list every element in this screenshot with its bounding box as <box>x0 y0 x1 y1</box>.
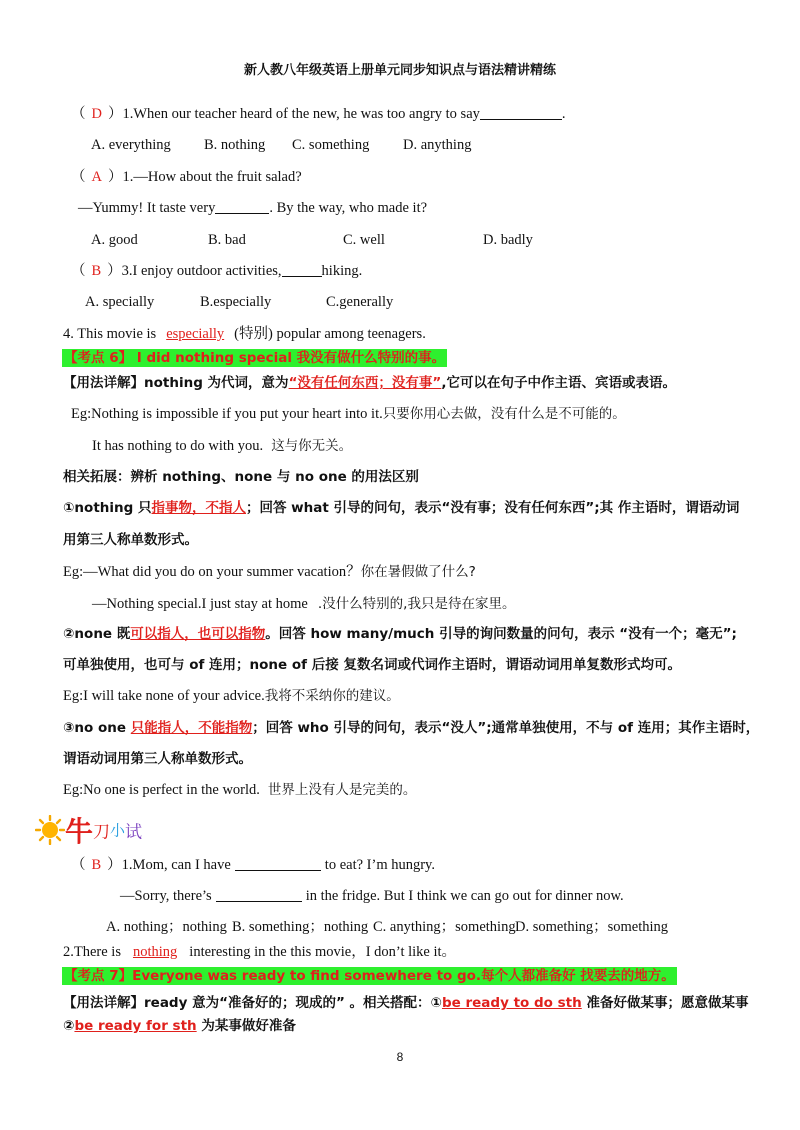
question-3: （ B ）3.I enjoy outdoor activities, hiking. <box>71 263 363 279</box>
usage-2-line-2: ②be ready for sth 为某事做好准备 <box>63 1018 296 1034</box>
practice-2: 2.There is nothing interesting in the this movie，I don’t like it。 <box>63 944 457 960</box>
option: C.generally <box>326 294 394 310</box>
page-number: 8 <box>396 1050 404 1064</box>
answer: B <box>91 263 102 279</box>
usage-1: 【用法详解】nothing 为代词，意为“没有任何东西；没有事”,它可以在句子中作主语、宾语或表语。 <box>63 375 676 391</box>
option: C. well <box>343 232 385 248</box>
question-2: （ A ）1.—How about the fruit salad? <box>71 169 302 185</box>
option: D. something；something <box>515 919 669 935</box>
blank <box>215 199 269 214</box>
option: D. badly <box>483 232 533 248</box>
answer: A <box>91 169 102 185</box>
point-none-line-2: 可单独使用，也可与 of 连用；none of 后接 复数名词或代词作主语时，谓语动词用单复数形式均可。 <box>63 657 681 673</box>
example-1: Eg:Nothing is impossible if you put your heart into it.只要你用心去做，没有什么是不可能的。 <box>71 406 626 422</box>
example-3: Eg:I will take none of your advice.我将不采纳你的建议。 <box>63 688 400 704</box>
blank <box>282 262 322 277</box>
blank <box>216 887 302 902</box>
sun-icon <box>35 815 65 845</box>
point-none: ②none 既可以指人，也可以指物。回答 how many/much 引导的询问数量的问句，表示 “没有一个；毫无”; <box>63 626 737 642</box>
answer: B <box>91 857 102 873</box>
practice-banner: 牛刀小试 <box>35 810 142 846</box>
option: A. good <box>91 232 138 248</box>
key-point-7: 【考点 7】Everyone was ready to find somewhere to go.每个人都准备好 找要去的地方。 <box>64 968 675 984</box>
example-4: Eg:No one is perfect in the world. 世界上没有人是完美的。 <box>63 782 417 798</box>
point-nothing: ①nothing 只指事物，不指人；回答 what 引导的问句，表示“没有事；没有任何东西”;其 作主语时，谓语动词 <box>63 500 740 516</box>
blank <box>480 105 562 120</box>
point-nothing-line-2: 用第三人称单数形式。 <box>63 532 198 548</box>
question-4: 4. This movie is especially (特别) popular among teenagers. <box>63 326 426 342</box>
option: C. anything；something <box>373 919 516 935</box>
option: C. something <box>292 137 370 153</box>
option: B. nothing <box>204 137 266 153</box>
extension-heading: 相关拓展：辨析 nothing、none 与 no one 的用法区别 <box>63 469 419 485</box>
answer: nothing <box>132 944 178 960</box>
key-point-6: 【考点 6】 I did nothing special 我没有做什么特别的事。 <box>64 350 446 366</box>
option: A. specially <box>85 294 155 310</box>
blank <box>235 856 321 871</box>
option: A. everything <box>91 137 171 153</box>
answer: especially <box>166 326 225 342</box>
usage-2: 【用法详解】ready 意为“准备好的；现成的” 。相关搭配：①be ready to do sth 准备好做某事；愿意做某事 <box>63 995 749 1011</box>
option: B. something；nothing <box>232 919 369 935</box>
question-2-line-2: —Yummy! It taste very . By the way, who made it? <box>78 200 428 216</box>
practice-1-line-2: —Sorry, there’s in the fridge. But I think we can go out for dinner now. <box>120 888 624 904</box>
page-header: 新人教八年级英语上册单元同步知识点与语法精讲精练 <box>243 63 556 78</box>
question-1: （ D ）1.When our teacher heard of the new, he was too angry to say . <box>71 106 566 122</box>
answer: D <box>91 106 102 122</box>
option: B. bad <box>208 232 246 248</box>
example-2: Eg:—What did you do on your summer vacation？你在暑假做了什么? <box>63 564 476 580</box>
option: B.especially <box>200 294 272 310</box>
point-no-one: ③no one 只能指人，不能指物；回答 who 引导的问句，表示“没人”;通常单独使用，不与 of 连用；其作主语时， <box>63 720 760 736</box>
point-no-one-line-2: 谓语动词用第三人称单数形式。 <box>63 751 252 767</box>
example-2b: —Nothing special.I just stay at home .没什么特别的,我只是待在家里。 <box>92 596 516 612</box>
option: A. nothing；nothing <box>106 919 227 935</box>
option: D. anything <box>403 137 472 153</box>
example-1b: It has nothing to do with you. 这与你无关。 <box>92 438 353 454</box>
practice-1: （ B ）1.Mom, can I have to eat? I’m hungry. <box>71 857 435 873</box>
